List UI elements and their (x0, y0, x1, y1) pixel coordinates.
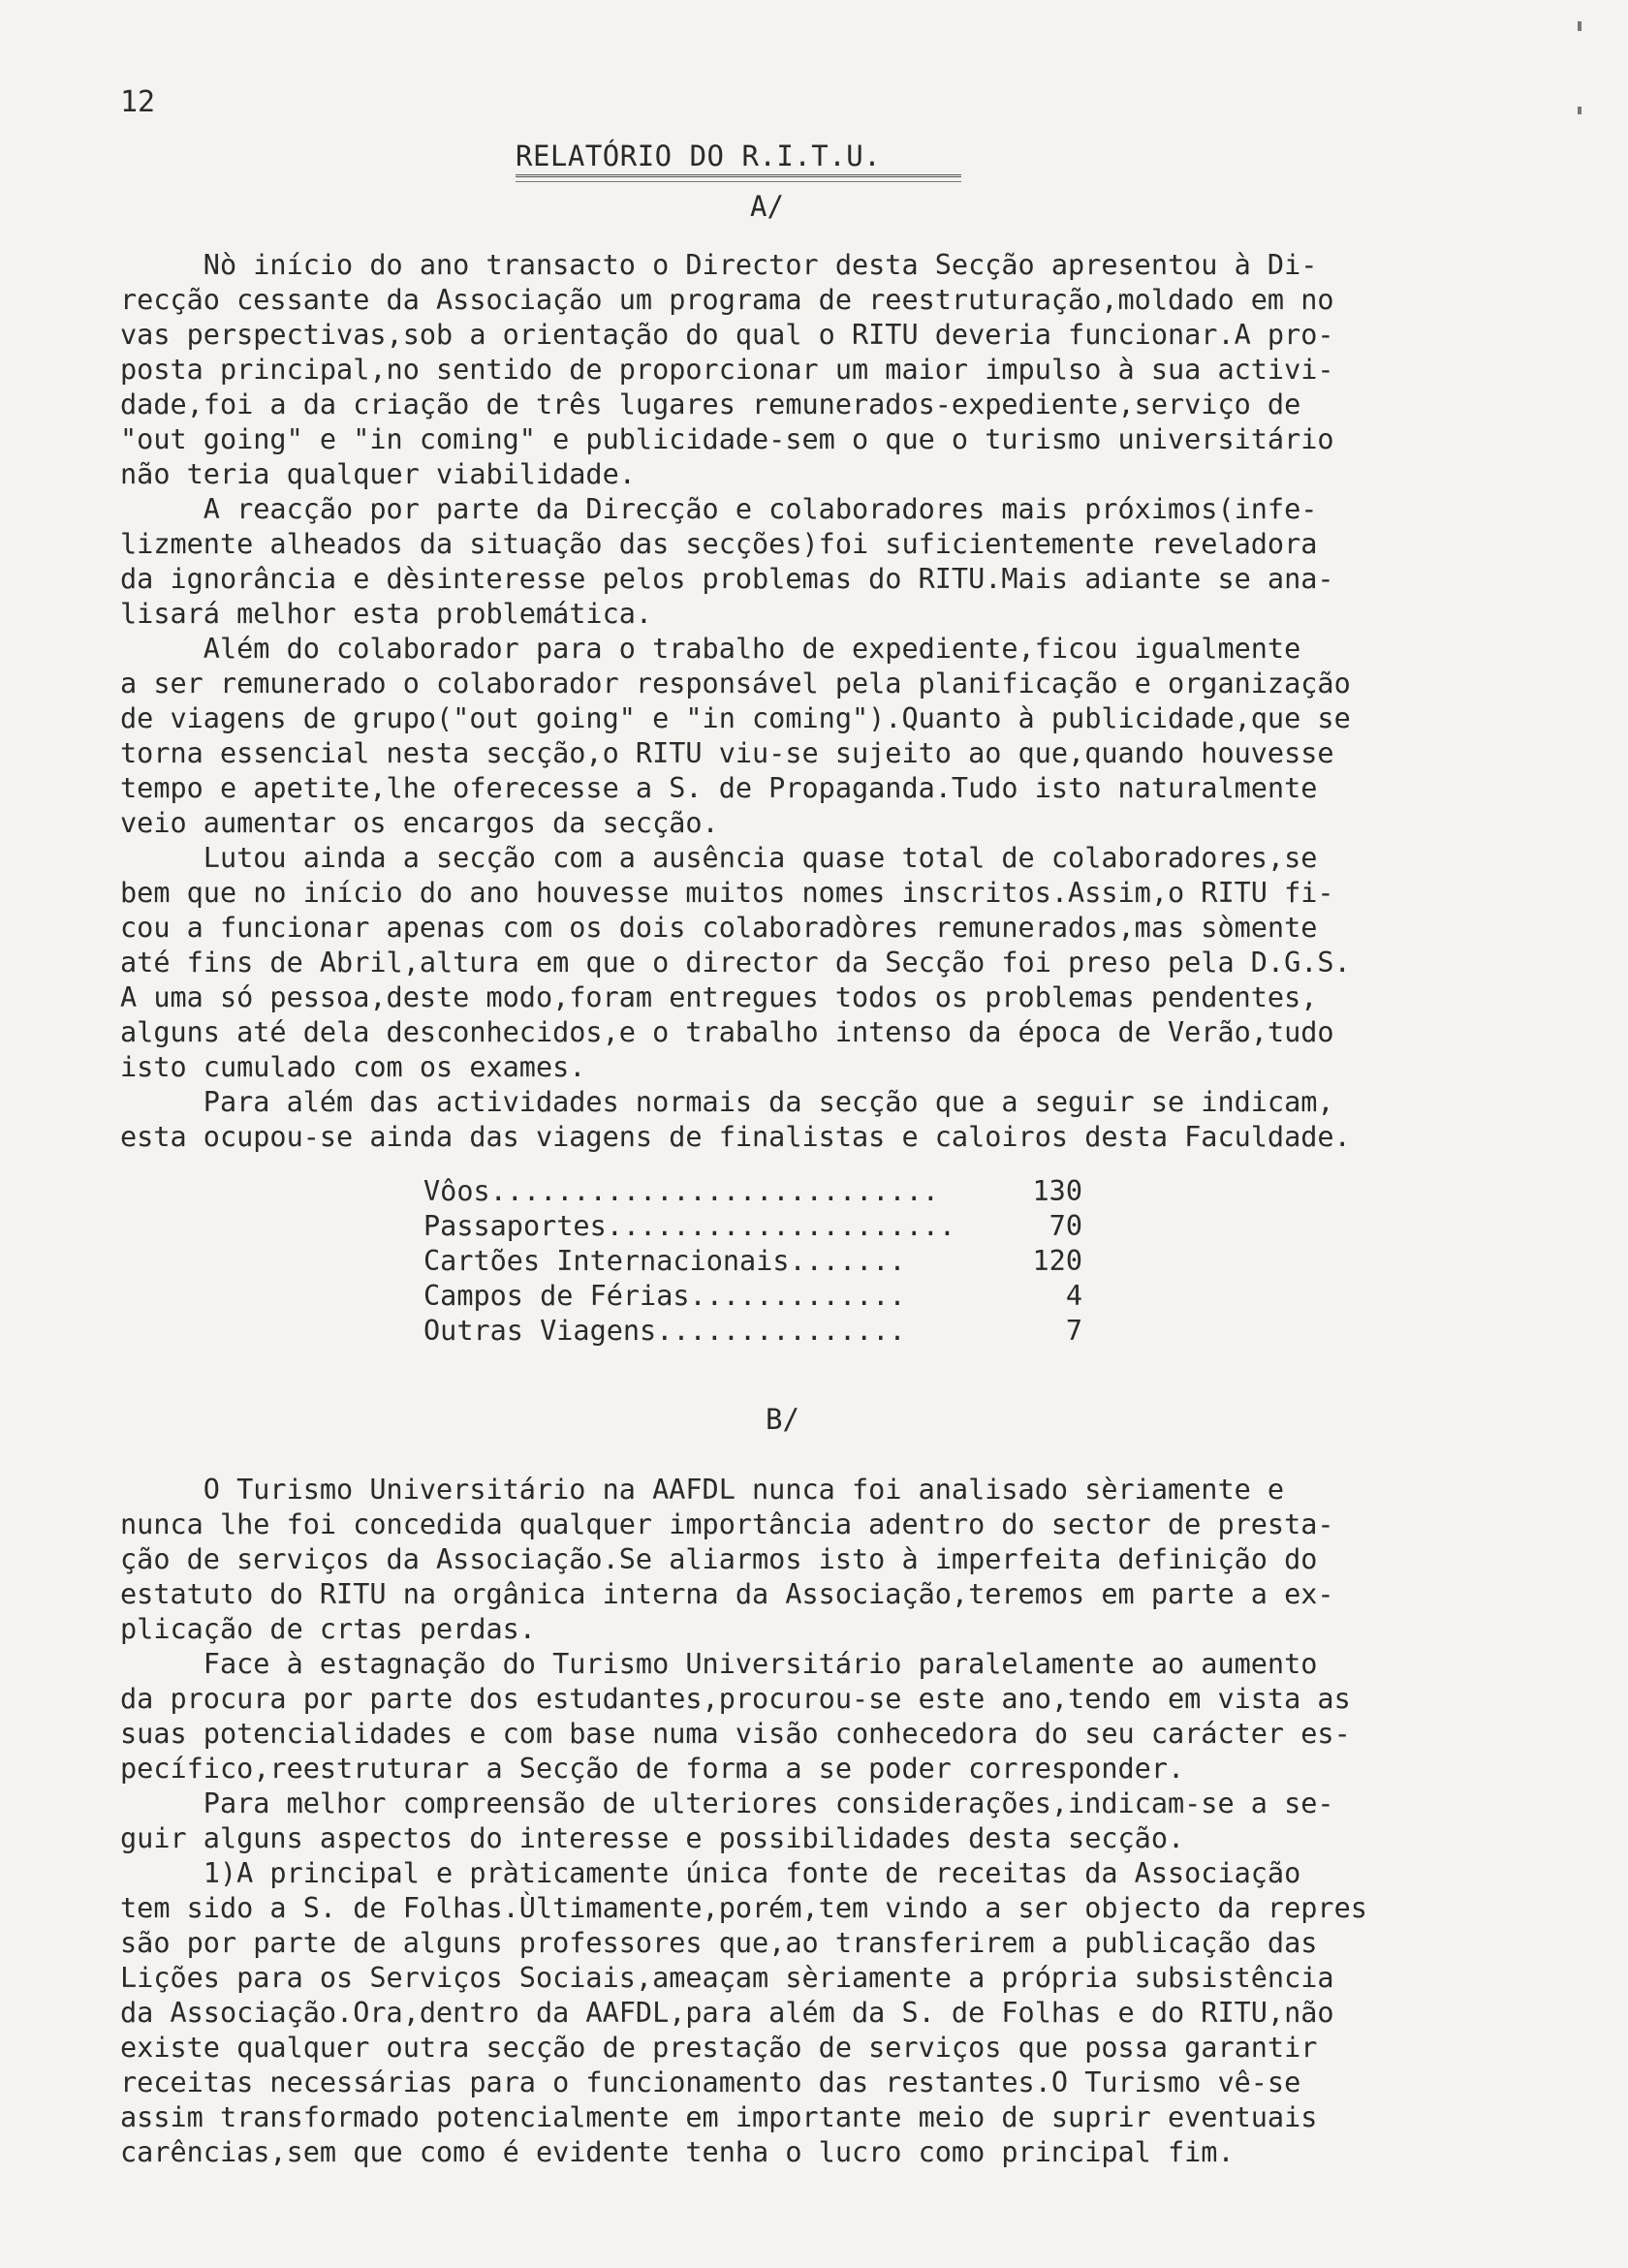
text-line: vas perspectivas,sob a orientação do qual o RITU deveria funcionar.A pro- (120, 319, 1334, 351)
text-line: alguns até dela desconhecidos,e o trabalho intenso da época de Verão,tudo (120, 1016, 1334, 1048)
activity-count: 120 (1032, 1245, 1082, 1277)
activity-count: 4 (1065, 1280, 1082, 1312)
text-line: Para melhor compreensão de ulteriores considerações,indicam-se a se- (120, 1787, 1334, 1819)
margin-mark (1578, 21, 1581, 31)
text-line: plicação de crtas perdas. (120, 1613, 536, 1645)
text-line: da ignorância e dèsinteresse pelos problemas do RITU.Mais adiante se ana- (120, 563, 1334, 595)
activity-label: Passaportes..................... (423, 1210, 956, 1242)
text-line: lisará melhor esta problemática. (120, 598, 653, 630)
activity-label: Outras Viagens............... (423, 1315, 906, 1347)
text-line: Além do colaborador para o trabalho de expediente,ficou igualmente (120, 633, 1301, 665)
activity-row (423, 1244, 1082, 1279)
text-line: assim transformado potencialmente em importante meio de suprir eventuais (120, 2101, 1318, 2133)
text-line: existe qualquer outra secção de prestação de serviços que possa garantir (120, 2032, 1318, 2064)
activity-label: Cartões Internacionais....... (423, 1245, 906, 1277)
text-line: da Associação.Ora,dentro da AAFDL,para além da S. de Folhas e do RITU,não (120, 1997, 1334, 2029)
page-number: 12 (120, 85, 156, 119)
text-line: O Turismo Universitário na AAFDL nunca foi analisado sèriamente e (120, 1474, 1285, 1506)
activities-list (423, 1174, 1082, 1349)
text-line: bem que no início do ano houvesse muitos nomes inscritos.Assim,o RITU fi- (120, 877, 1334, 909)
text-line: de viagens de grupo("out going" e "in coming").Quanto à publicidade,que se (120, 702, 1351, 734)
text-line: suas potencialidades e com base numa visão conhecedora do seu carácter es- (120, 1718, 1351, 1750)
activity-row (423, 1314, 1082, 1349)
text-line: recção cessante da Associação um programa de reestruturação,moldado em no (120, 284, 1334, 316)
text-line: nunca lhe foi concedida qualquer importância adentro do sector de presta- (120, 1508, 1334, 1540)
text-line: não teria qualquer viabilidade. (120, 458, 636, 490)
text-line: esta ocupou-se ainda das viagens de finalistas e caloiros desta Faculdade. (120, 1121, 1351, 1153)
text-line: tempo e apetite,lhe oferecesse a S. de Propaganda.Tudo isto naturalmente (120, 772, 1318, 804)
text-line: posta principal,no sentido de proporcionar um maior impulso à sua activi- (120, 354, 1334, 386)
text-line: da procura por parte dos estudantes,procurou-se este ano,tendo em vista as (120, 1683, 1351, 1715)
activity-row (423, 1174, 1082, 1209)
text-line: pecífico,reestruturar a Secção de forma a se poder corresponder. (120, 1753, 1185, 1785)
text-line: a ser remunerado o colaborador responsável pela planificação e organização (120, 668, 1351, 699)
part-b-text (120, 1473, 1535, 2170)
section-b-heading: B/ (766, 1403, 799, 1436)
text-line: A reacção por parte da Direcção e colaboradores mais próximos(infe- (120, 493, 1318, 525)
text-line: lizmente alheados da situação das secções)foi suficientemente reveladora (120, 528, 1318, 560)
activity-row (423, 1279, 1082, 1314)
text-line: carências,sem que como é evidente tenha o lucro como principal fim. (120, 2136, 1235, 2168)
text-line: são por parte de alguns professores que,ao transferirem a publicação das (120, 1927, 1318, 1959)
text-line: Para além das actividades normais da secção que a seguir se indicam, (120, 1086, 1334, 1118)
activity-label: Vôos........................... (423, 1175, 939, 1207)
text-line: Face à estagnação do Turismo Universitário paralelamente ao aumento (120, 1648, 1318, 1680)
text-line: A uma só pessoa,deste modo,foram entregues todos os problemas pendentes, (120, 981, 1318, 1013)
section-a-heading: A/ (750, 190, 784, 223)
text-line: Lições para os Serviços Sociais,ameaçam sèriamente a própria subsistência (120, 1962, 1334, 1994)
text-line: 1)A principal e pràticamente única fonte de receitas da Associação (120, 1857, 1301, 1889)
text-line: Lutou ainda a secção com a ausência quase total de colaboradores,se (120, 842, 1318, 874)
activity-label: Campos de Férias............. (423, 1280, 906, 1312)
text-line: até fins de Abril,altura em que o director da Secção foi preso pela D.G.S. (120, 947, 1351, 979)
text-line: guir alguns aspectos do interesse e possibilidades desta secção. (120, 1822, 1185, 1854)
activity-row (423, 1209, 1082, 1244)
text-line: tem sido a S. de Folhas.Ùltimamente,porém,tem vindo a ser objecto da repres (120, 1892, 1367, 1924)
activity-count: 7 (1065, 1315, 1082, 1347)
part-a-text (120, 248, 1535, 1155)
text-line: receitas necessárias para o funcionamento das restantes.O Turismo vê-se (120, 2066, 1301, 2098)
text-line: veio aumentar os encargos da secção. (120, 807, 719, 839)
text-line: cou a funcionar apenas com os dois colaboradòres remunerados,mas sòmente (120, 912, 1318, 944)
document-title: RELATÓRIO DO R.I.T.U. (516, 140, 882, 172)
text-line: ção de serviços da Associação.Se aliarmos isto à imperfeita definição do (120, 1543, 1318, 1575)
text-line: dade,foi a da criação de três lugares remunerados-expediente,serviço de (120, 388, 1301, 420)
activity-count: 70 (1049, 1210, 1082, 1242)
text-line: isto cumulado com os exames. (120, 1051, 586, 1083)
text-line: Nò início do ano transacto o Director desta Secção apresentou à Di- (120, 249, 1318, 281)
text-line: "out going" e "in coming" e publicidade-sem o que o turismo universitário (120, 423, 1334, 455)
margin-mark (1578, 107, 1581, 114)
activity-count: 130 (1032, 1175, 1082, 1207)
text-line: estatuto do RITU na orgânica interna da Associação,teremos em parte a ex- (120, 1578, 1334, 1610)
title-underline (516, 174, 961, 182)
text-line: torna essencial nesta secção,o RITU viu-se sujeito ao que,quando houvesse (120, 737, 1334, 769)
